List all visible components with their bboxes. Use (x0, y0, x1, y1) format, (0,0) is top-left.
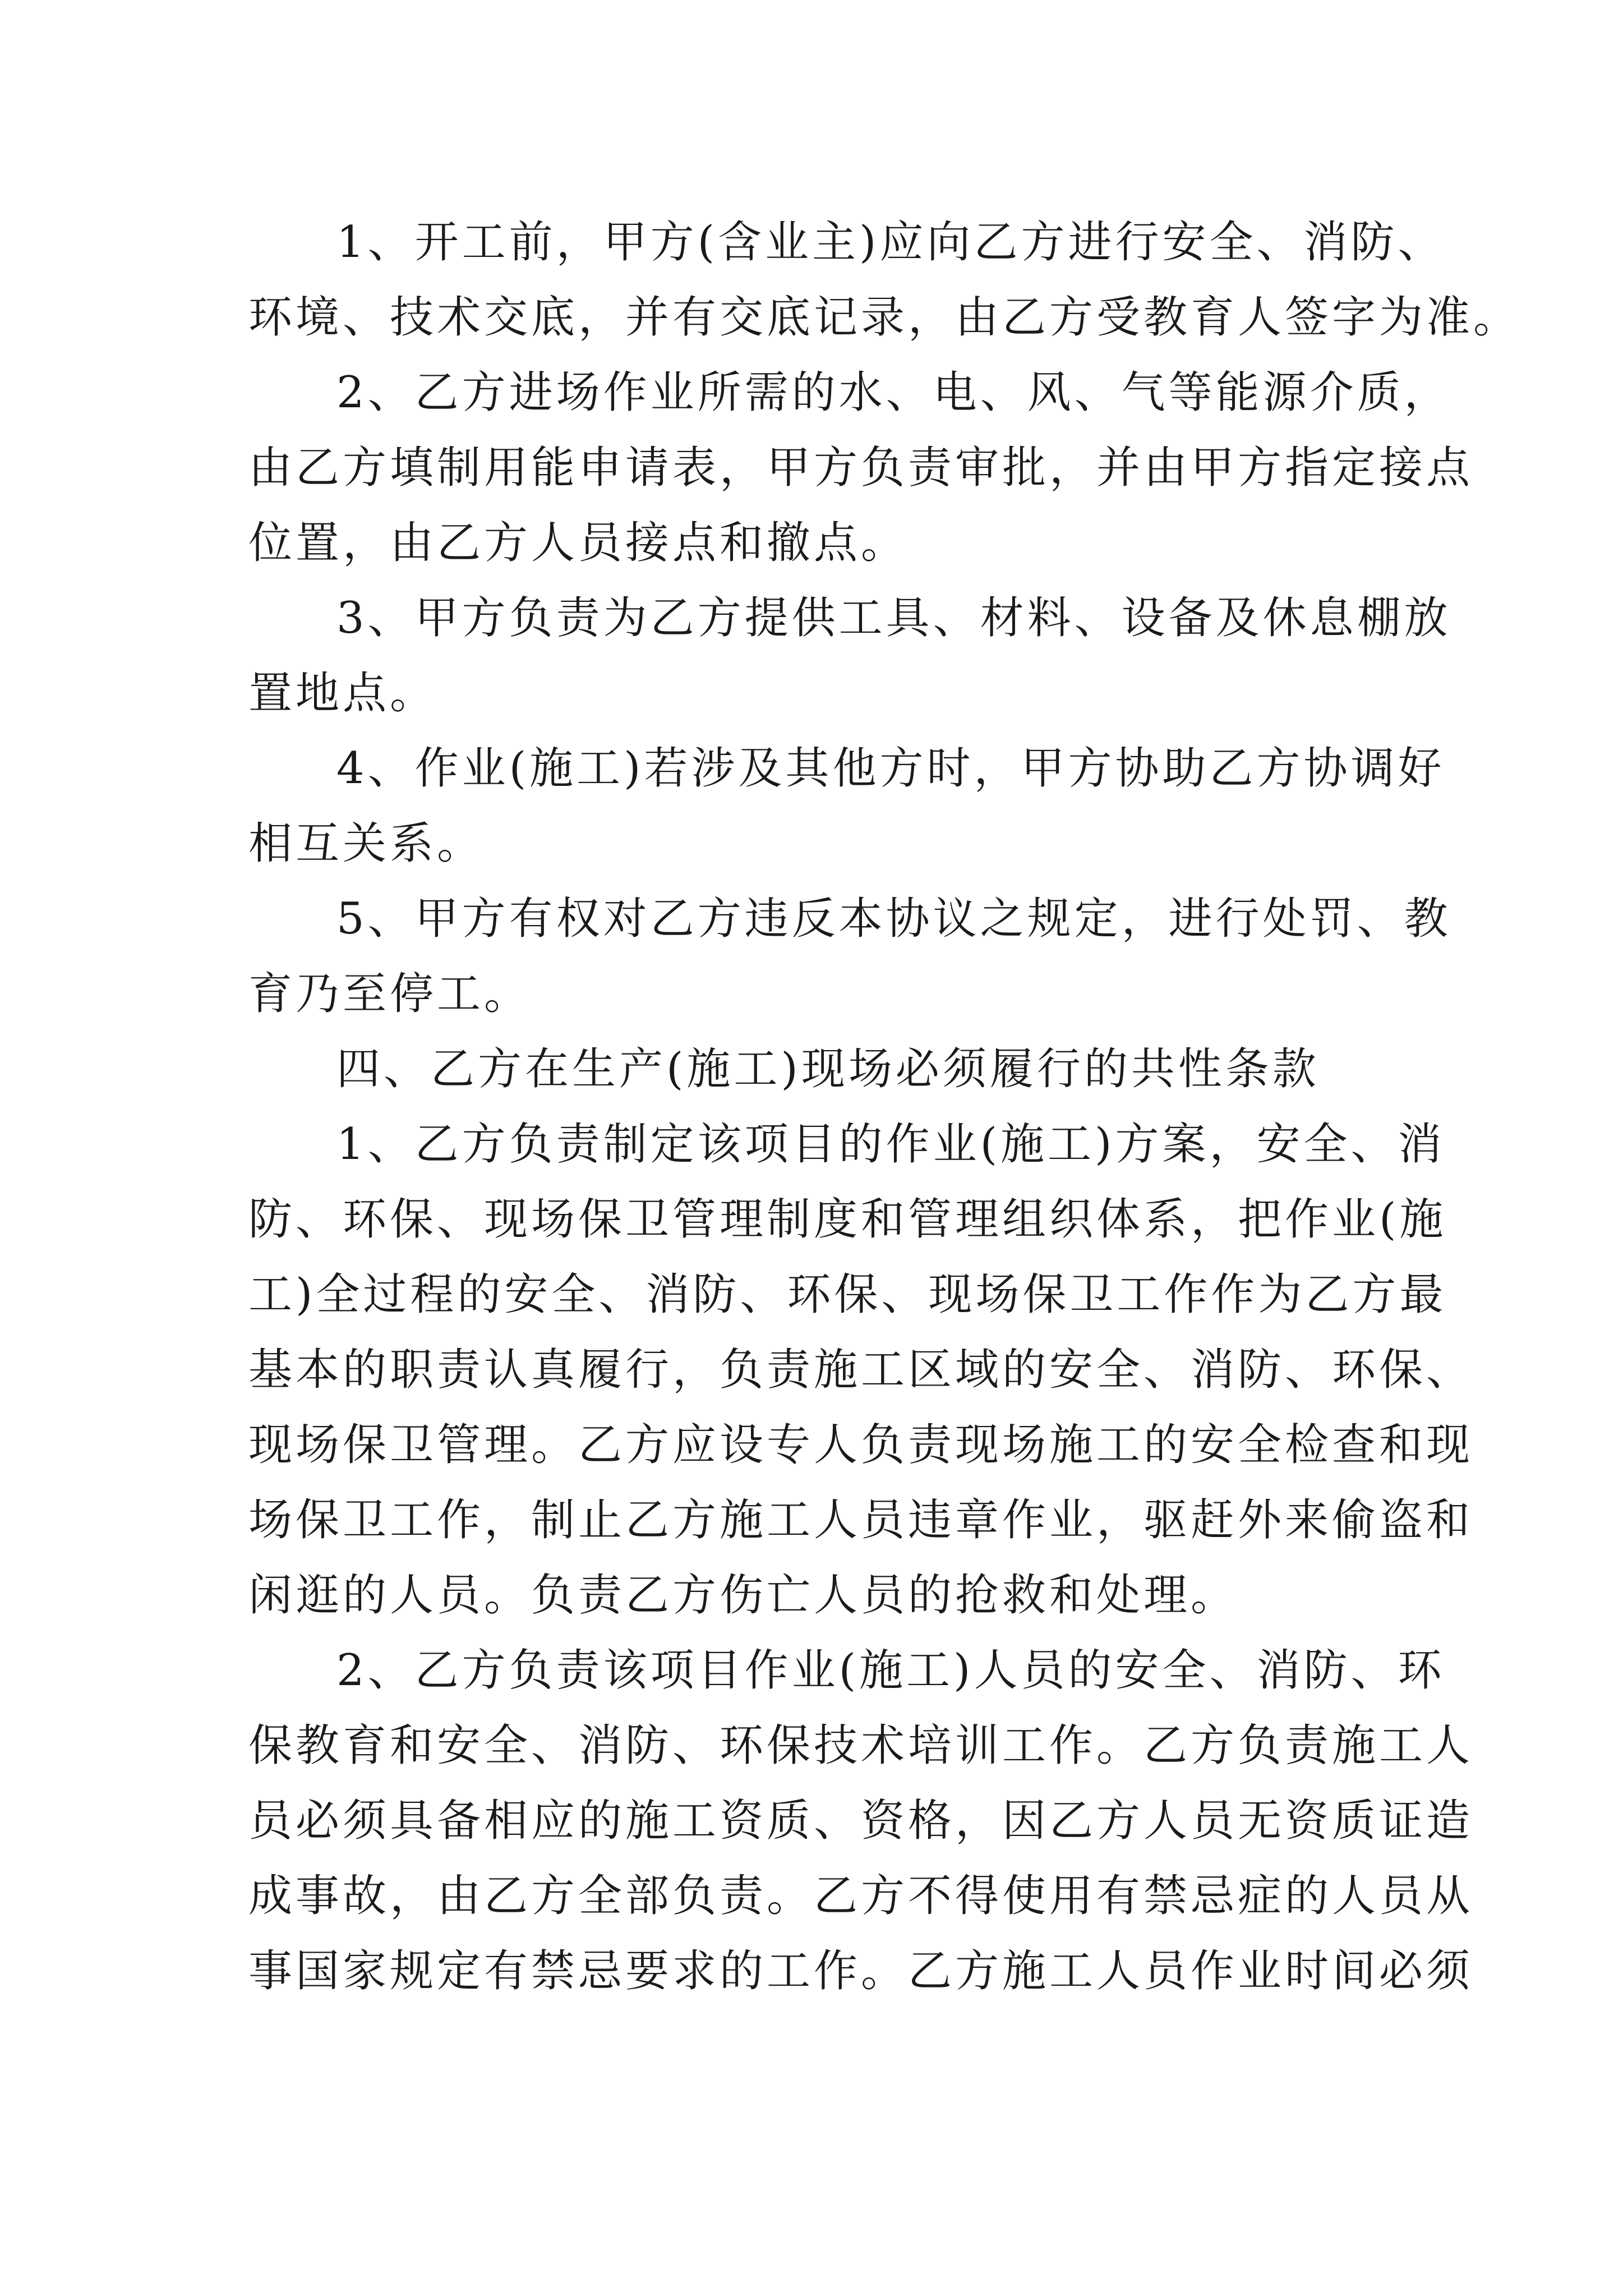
text-line: 现场保卫管理。乙方应设专人负责现场施工的安全检查和现 (248, 1420, 1474, 1470)
text-line: 置地点。 (248, 668, 437, 719)
text-line: 员必须具备相应的施工资质、资格，因乙方人员无资质证造 (248, 1796, 1474, 1846)
text-line: 2、乙方负责该项目作业(施工)人员的安全、消防、环 (336, 1645, 1445, 1696)
text-line: 1、乙方负责制定该项目的作业(施工)方案，安全、消 (336, 1119, 1445, 1170)
text-line: 成事故，由乙方全部负责。乙方不得使用有禁忌症的人员从 (248, 1871, 1474, 1921)
document-body (248, 205, 1521, 2009)
text-line: 工)全过程的安全、消防、环保、现场保卫工作作为乙方最 (248, 1269, 1447, 1320)
text-line: 4、作业(施工)若涉及其他方时，甲方协助乙方协调好 (336, 743, 1445, 794)
text-line: 保教育和安全、消防、环保技术培训工作。乙方负责施工人 (248, 1720, 1474, 1771)
section-heading: 四、乙方在生产(施工)现场必须履行的共性条款 (336, 1044, 1320, 1094)
text-line: 闲逛的人员。负责乙方伤亡人员的抢救和处理。 (248, 1570, 1238, 1621)
text-line: 环境、技术交底，并有交底记录，由乙方受教育人签字为准。 (248, 292, 1521, 343)
text-line: 位置，由乙方人员接点和撤点。 (248, 518, 909, 568)
text-line: 基本的职责认真履行，负责施工区域的安全、消防、环保、 (248, 1345, 1474, 1395)
text-line: 2、乙方进场作业所需的水、电、风、气等能源介质， (336, 367, 1451, 418)
text-line: 育乃至停工。 (248, 969, 532, 1019)
text-line: 由乙方填制用能申请表，甲方负责审批，并由甲方指定接点 (248, 443, 1474, 493)
text-line: 1、开工前，甲方(含业主)应向乙方进行安全、消防、 (336, 217, 1445, 268)
text-line: 事国家规定有禁忌要求的工作。乙方施工人员作业时间必须 (248, 1946, 1474, 1996)
text-line: 5、甲方有权对乙方违反本协议之规定，进行处罚、教 (336, 894, 1451, 944)
text-line: 3、甲方负责为乙方提供工具、材料、设备及休息棚放 (336, 593, 1451, 643)
text-line: 防、环保、现场保卫管理制度和管理组织体系，把作业(施 (248, 1194, 1447, 1245)
text-line: 场保卫工作，制止乙方施工人员违章作业，驱赶外来偷盗和 (248, 1495, 1474, 1545)
text-line: 相互关系。 (248, 818, 485, 869)
